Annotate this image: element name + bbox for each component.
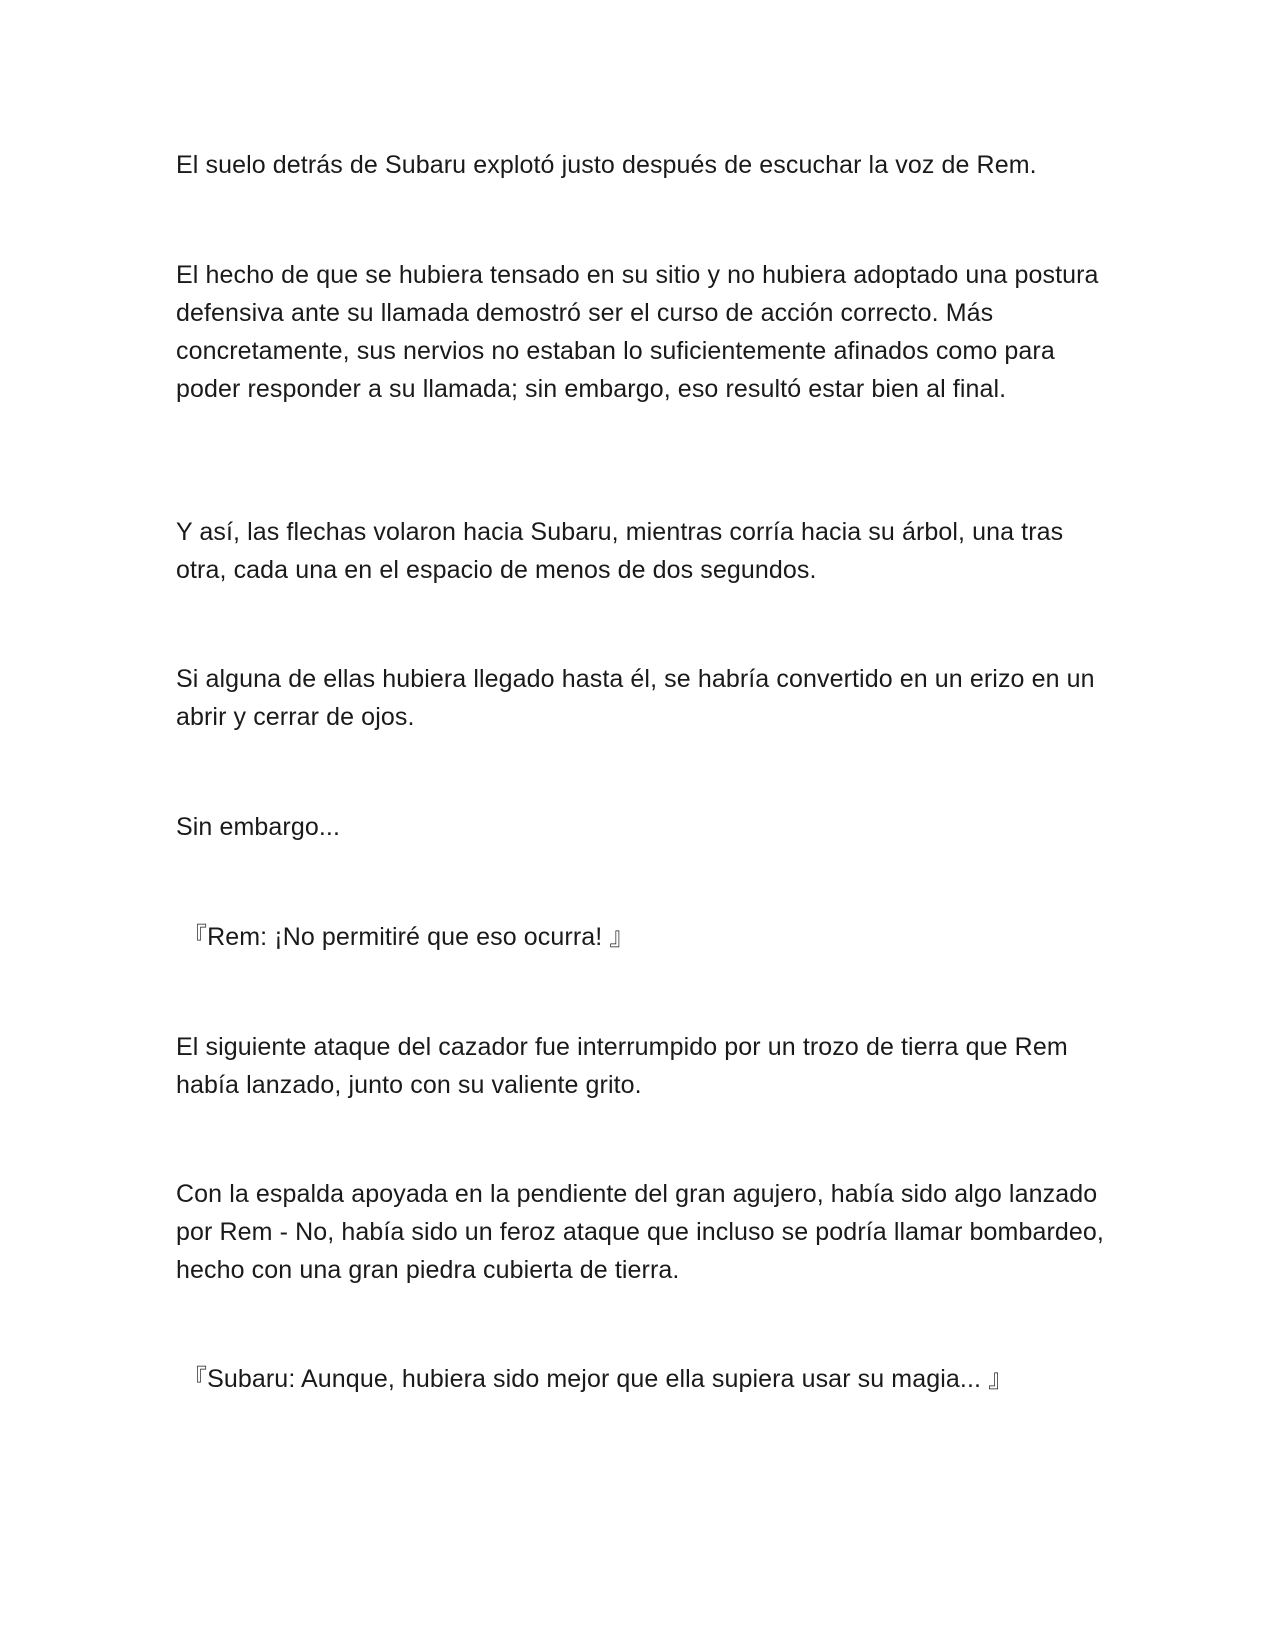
paragraph-1: El suelo detrás de Subaru explotó justo después de escuchar la voz de Rem.: [176, 151, 1037, 179]
paragraph-7: El siguiente ataque del cazador fue interrumpido por un trozo de tierra que Rem había lanzado, junto con su valiente grito.: [176, 1033, 1068, 1099]
dialogue-subaru: 『Subaru: Aunque, hubiera sido mejor que ella supiera usar su magia... 』: [182, 1365, 1014, 1393]
paragraph-5: Sin embargo...: [176, 813, 340, 841]
paragraph-3: Y así, las flechas volaron hacia Subaru, mientras corría hacia su árbol, una tras otra, cada una en el espacio de menos de dos segundos.: [176, 518, 1064, 584]
paragraph-2: El hecho de que se hubiera tensado en su sitio y no hubiera adoptado una postura defensiva ante su llamada demostró ser el curso de acción correcto. Más concretamente, sus nervios no estaban lo suficientemente afinados como para poder responder a su llamada; sin embargo, eso resultó estar bien al final.: [176, 261, 1099, 403]
paragraph-8: Con la espalda apoyada en la pendiente del gran agujero, había sido algo lanzado por Rem - No, había sido un feroz ataque que incluso se podría llamar bombardeo, hecho con una gran piedra cubierta de tierra.: [176, 1180, 1104, 1284]
paragraph-4: Si alguna de ellas hubiera llegado hasta él, se habría convertido en un erizo en un abrir y cerrar de ojos.: [176, 665, 1095, 731]
dialogue-rem: 『Rem: ¡No permitiré que eso ocurra! 』: [182, 923, 635, 951]
